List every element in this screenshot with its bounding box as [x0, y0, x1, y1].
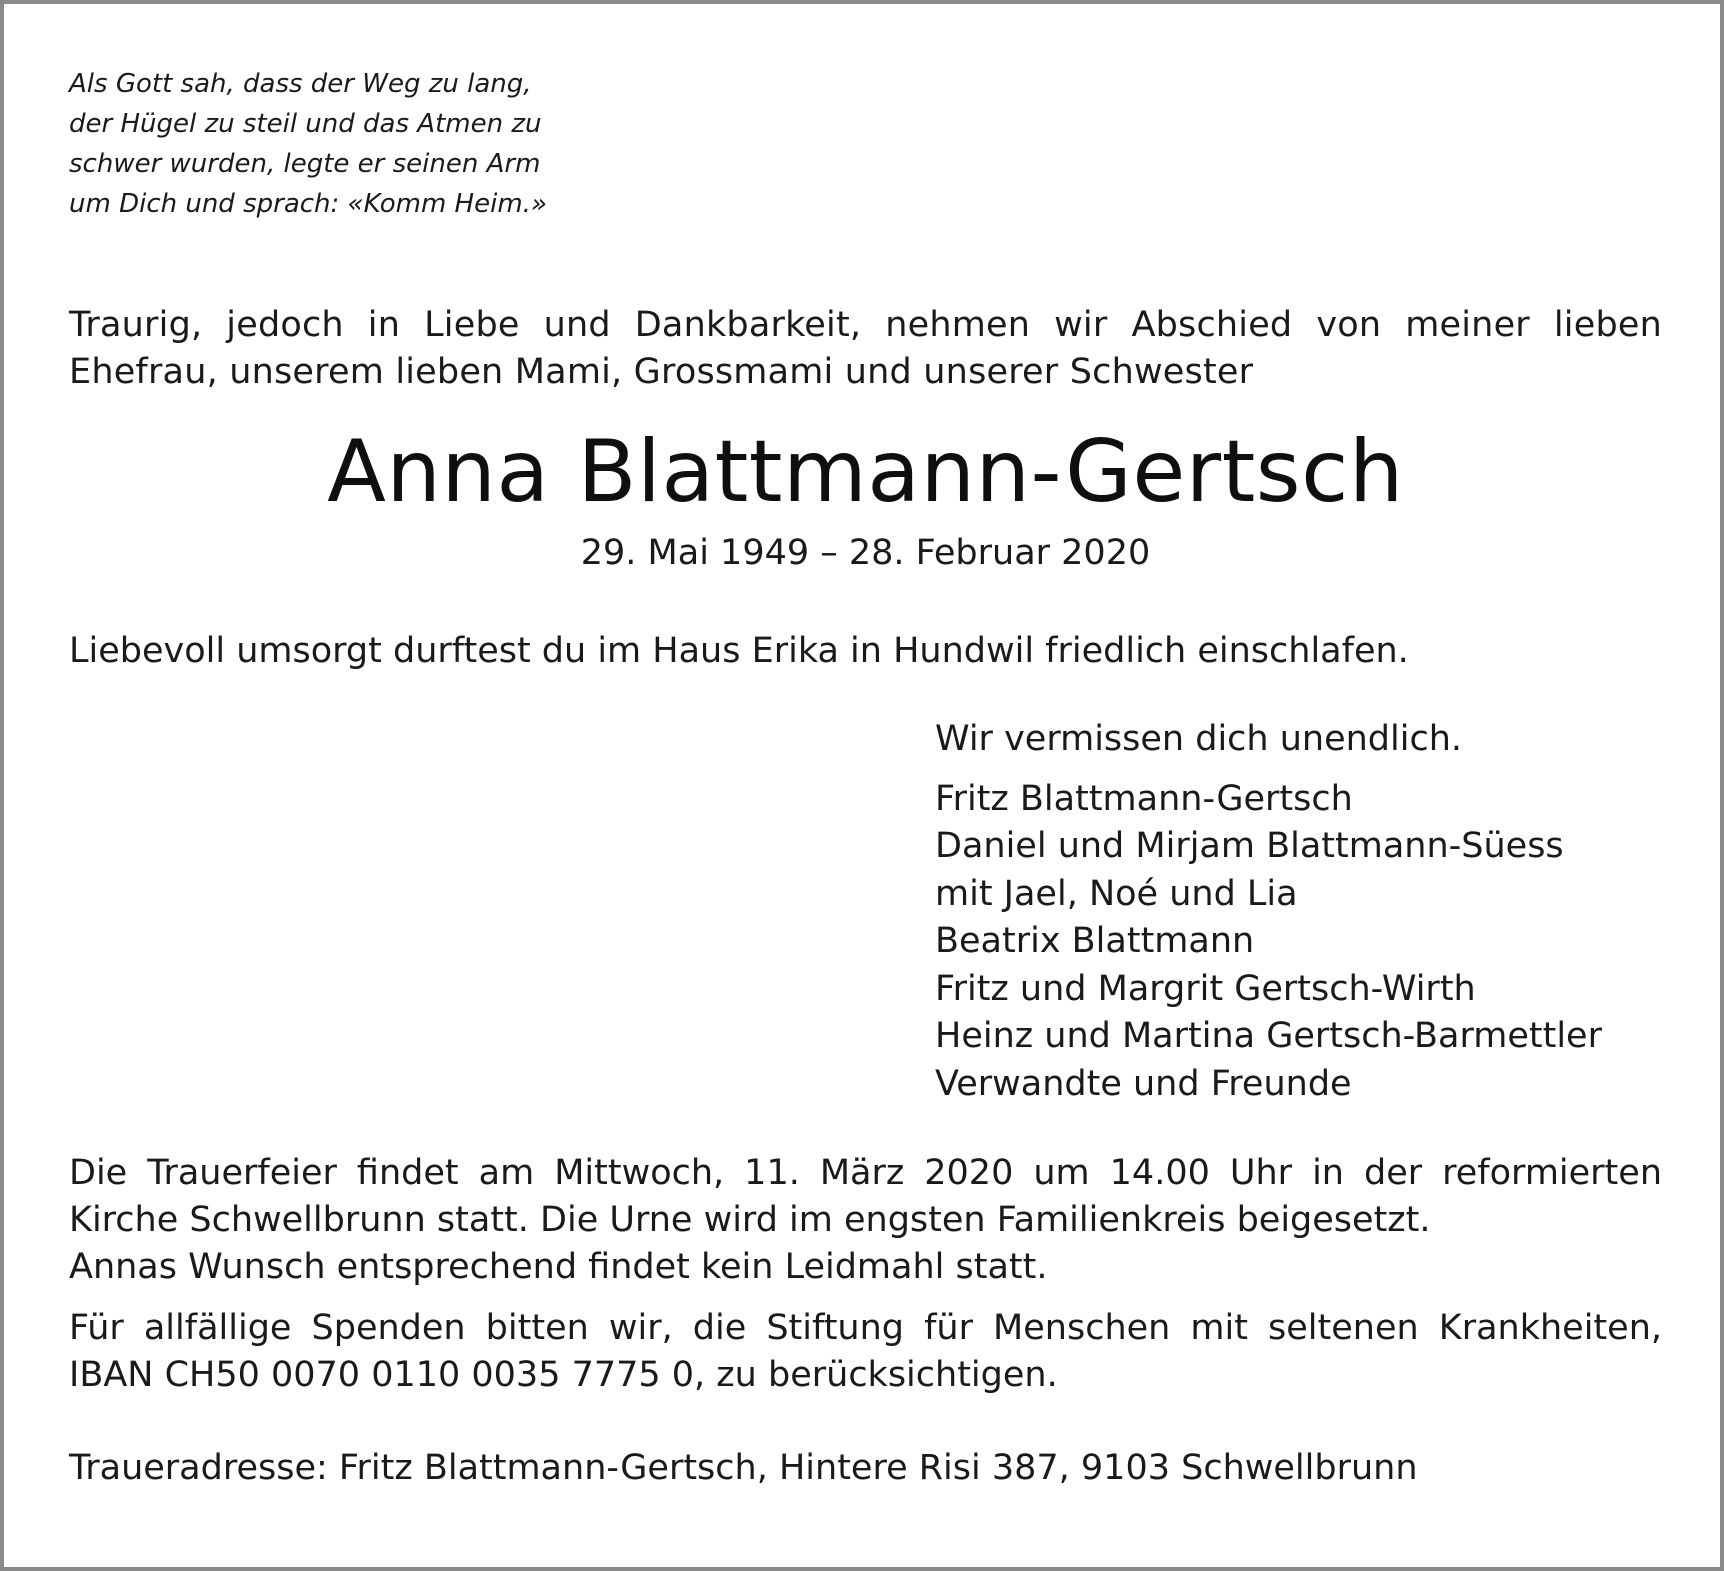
intro-line: Traurig, jedoch in Liebe und Dankbarkeit, nehmen wir Abschied von meiner lieben [69, 305, 1662, 345]
donation-line: IBAN CH50 0070 0110 0035 7775 0, zu berücksichtigen. [69, 1355, 1058, 1395]
passing-statement: Liebevoll umsorgt durftest du im Haus Erika in Hundwil friedlich einschlafen. [69, 631, 1409, 671]
intro-paragraph [69, 302, 1662, 396]
mourners-heading: Wir vermissen dich unendlich. [935, 719, 1463, 759]
quote-line: Als Gott sah, dass der Weg zu lang, [69, 69, 532, 99]
memorial-quote [69, 64, 1662, 224]
quote-line: der Hügel zu steil und das Atmen zu [69, 109, 542, 139]
service-line: Kirche Schwellbrunn statt. Die Urne wird im engsten Familienkreis beigesetzt. [69, 1200, 1431, 1240]
intro-line: Ehefrau, unserem lieben Mami, Grossmami und unserer Schwester [69, 352, 1254, 392]
mourning-address: Traueradresse: Fritz Blattmann-Gertsch, Hintere Risi 387, 9103 Schwellbrunn [69, 1448, 1418, 1488]
mourner-name: Beatrix Blattmann [935, 921, 1255, 961]
quote-line: schwer wurden, legte er seinen Arm [69, 149, 541, 179]
mourners-block [935, 716, 1662, 1108]
donation-line: Für allfällige Spenden bitten wir, die Stiftung für Menschen mit seltenen Krankheiten, [69, 1308, 1662, 1348]
life-dates: 29. Mai 1949 – 28. Februar 2020 [580, 533, 1151, 573]
service-line: Die Trauerfeier findet am Mittwoch, 11. März 2020 um 14.00 Uhr in der reformierten [69, 1153, 1662, 1193]
service-paragraph [69, 1150, 1662, 1291]
mourner-name: Heinz und Martina Gertsch-Barmettler [935, 1016, 1602, 1056]
mourner-name: mit Jael, Noé und Lia [935, 873, 1298, 914]
obituary-content [69, 64, 1662, 1492]
mourner-name: Fritz Blattmann-Gertsch [935, 778, 1353, 819]
service-line: Annas Wunsch entsprechend findet kein Leidmahl statt. [69, 1247, 1048, 1287]
deceased-name: Anna Blattmann-Gertsch [327, 422, 1404, 522]
quote-line: um Dich und sprach: «Komm Heim.» [69, 189, 547, 219]
mourner-name: Verwandte und Freunde [935, 1063, 1352, 1104]
donation-paragraph [69, 1305, 1662, 1399]
mourner-name: Fritz und Margrit Gertsch-Wirth [935, 968, 1476, 1009]
mourner-name: Daniel und Mirjam Blattmann-Süess [935, 826, 1564, 866]
